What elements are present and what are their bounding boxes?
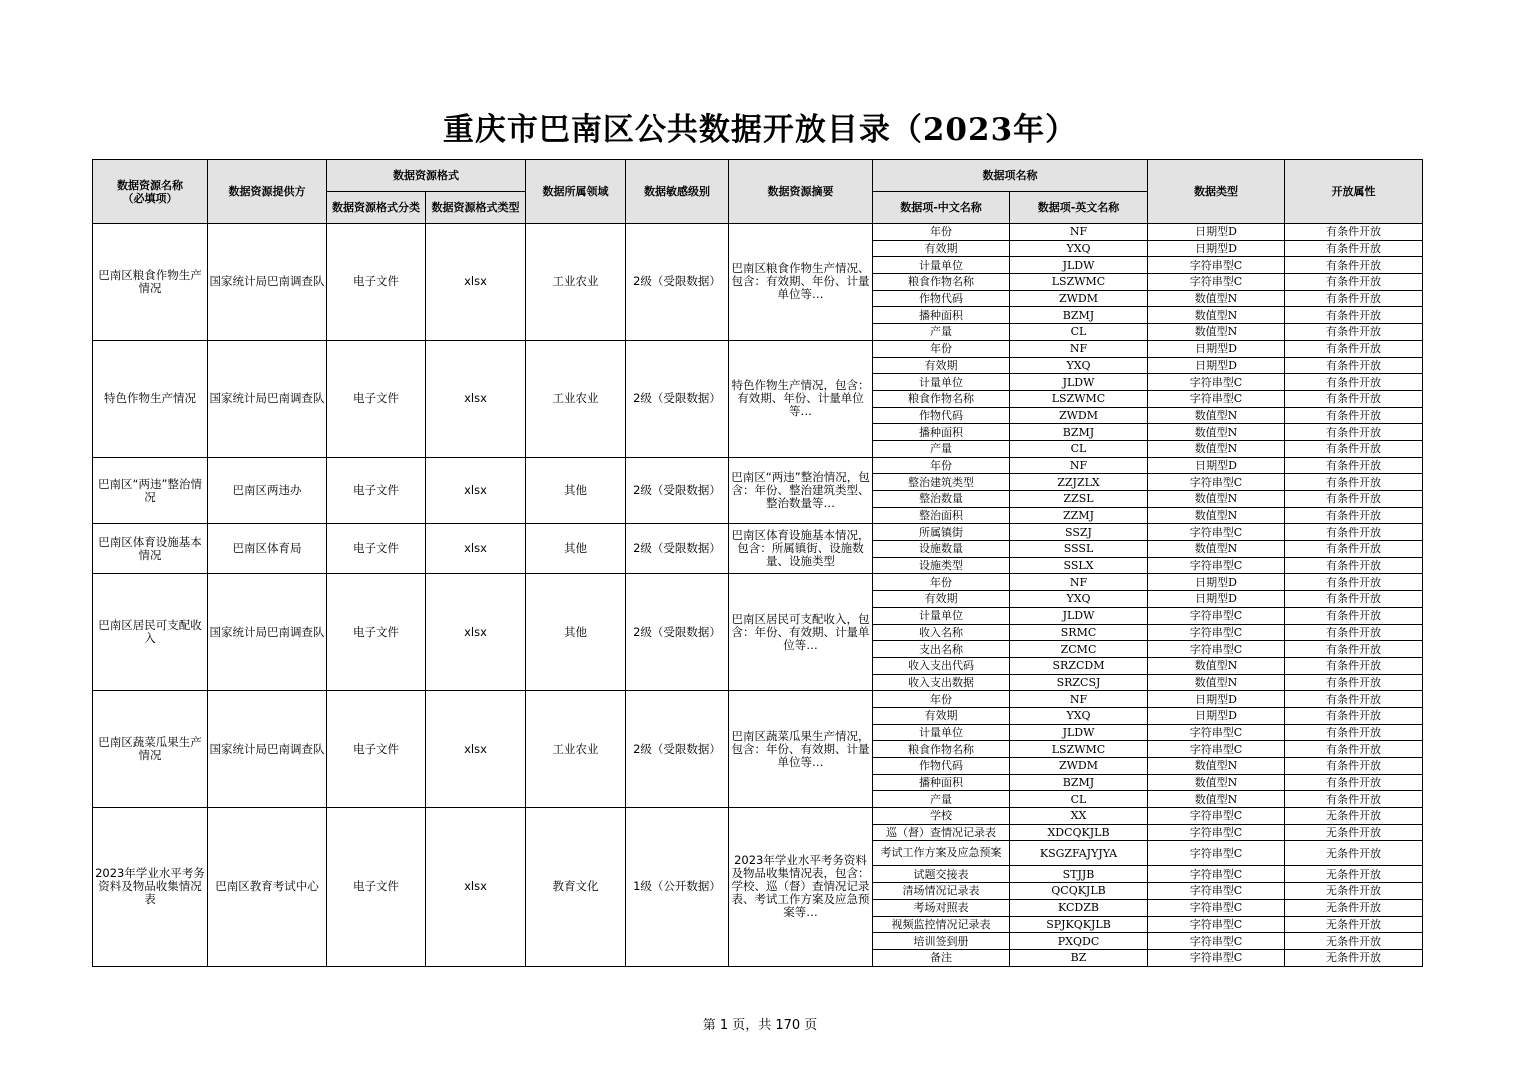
format-class: 电子文件: [327, 457, 426, 524]
item-data-type: 数值型N: [1148, 791, 1285, 808]
item-cn-name: 巡（督）查情况记录表: [873, 824, 1010, 841]
item-cn-name: 整治数量: [873, 491, 1010, 508]
resource-provider: 国家统计局巴南调查队: [208, 691, 327, 808]
item-data-type: 字符串型C: [1148, 841, 1285, 866]
item-cn-name: 收入名称: [873, 624, 1010, 641]
format-class: 电子文件: [327, 691, 426, 808]
header-open-attr: 开放属性: [1285, 160, 1423, 224]
item-cn-name: 粮食作物名称: [873, 274, 1010, 291]
item-data-type: 字符串型C: [1148, 899, 1285, 916]
page-footer: 第 1 页，共 170 页: [702, 1018, 818, 1033]
format-type: xlsx: [426, 224, 526, 341]
header-items-group: 数据项名称: [873, 160, 1148, 192]
item-en-name: NF: [1010, 574, 1148, 591]
item-open-attr: 无条件开放: [1285, 949, 1423, 966]
resource-provider: 巴南区体育局: [208, 524, 327, 574]
item-en-name: ZZMJ: [1010, 507, 1148, 524]
item-cn-name: 计量单位: [873, 607, 1010, 624]
item-en-name: JLDW: [1010, 257, 1148, 274]
resource-summary: 巴南区体育设施基本情况，包含：所属镇街、设施数量、设施类型: [729, 524, 873, 574]
resource-name: 巴南区居民可支配收入: [93, 574, 208, 691]
item-data-type: 数值型N: [1148, 290, 1285, 307]
item-open-attr: 有条件开放: [1285, 641, 1423, 658]
resource-domain: 工业农业: [526, 691, 626, 808]
format-type: xlsx: [426, 808, 526, 967]
resource-domain: 教育文化: [526, 808, 626, 967]
item-data-type: 日期型D: [1148, 707, 1285, 724]
table-row: [93, 457, 1423, 474]
resource-name: 巴南区蔬菜瓜果生产情况: [93, 691, 208, 808]
item-data-type: 字符串型C: [1148, 607, 1285, 624]
resource-summary: 巴南区蔬菜瓜果生产情况，包含：年份、有效期、计量单位等…: [729, 691, 873, 808]
resource-domain: 其他: [526, 574, 626, 691]
item-cn-name: 所属镇街: [873, 524, 1010, 541]
item-cn-name: 收入支出代码: [873, 657, 1010, 674]
item-data-type: 数值型N: [1148, 657, 1285, 674]
item-open-attr: 有条件开放: [1285, 707, 1423, 724]
resource-summary: 巴南区“两违”整治情况，包含：年份、整治建筑类型、整治数量等…: [729, 457, 873, 524]
item-open-attr: 有条件开放: [1285, 491, 1423, 508]
header-item-en: 数据项-英文名称: [1010, 192, 1148, 224]
item-data-type: 字符串型C: [1148, 524, 1285, 541]
table-row: [93, 224, 1423, 241]
resource-domain: 工业农业: [526, 340, 626, 457]
item-data-type: 字符串型C: [1148, 824, 1285, 841]
sensitivity-level: 2级（受限数据）: [626, 224, 729, 341]
table-row: [93, 524, 1423, 541]
item-open-attr: 有条件开放: [1285, 774, 1423, 791]
item-open-attr: 有条件开放: [1285, 741, 1423, 758]
item-en-name: NF: [1010, 340, 1148, 357]
item-en-name: LSZWMC: [1010, 274, 1148, 291]
resource-name: 2023年学业水平考务资料及物品收集情况表: [93, 808, 208, 967]
format-class: 电子文件: [327, 340, 426, 457]
item-data-type: 数值型N: [1148, 491, 1285, 508]
item-data-type: 字符串型C: [1148, 933, 1285, 950]
resource-name: 特色作物生产情况: [93, 340, 208, 457]
item-en-name: NF: [1010, 691, 1148, 708]
header-format-group: 数据资源格式: [327, 160, 526, 192]
item-en-name: ZWDM: [1010, 407, 1148, 424]
item-cn-name: 播种面积: [873, 424, 1010, 441]
item-data-type: 数值型N: [1148, 674, 1285, 691]
sensitivity-level: 2级（受限数据）: [626, 691, 729, 808]
item-cn-name: 产量: [873, 324, 1010, 341]
item-en-name: LSZWMC: [1010, 741, 1148, 758]
item-open-attr: 有条件开放: [1285, 324, 1423, 341]
item-data-type: 数值型N: [1148, 307, 1285, 324]
item-data-type: 字符串型C: [1148, 274, 1285, 291]
item-en-name: BZMJ: [1010, 307, 1148, 324]
item-open-attr: 有条件开放: [1285, 340, 1423, 357]
item-en-name: BZ: [1010, 949, 1148, 966]
header-sensitivity: 数据敏感级别: [626, 160, 729, 224]
item-en-name: YXQ: [1010, 357, 1148, 374]
item-open-attr: 有条件开放: [1285, 240, 1423, 257]
sensitivity-level: 2级（受限数据）: [626, 457, 729, 524]
format-type: xlsx: [426, 340, 526, 457]
format-class: 电子文件: [327, 224, 426, 341]
header-domain: 数据所属领域: [526, 160, 626, 224]
item-en-name: SPJKQKJLB: [1010, 916, 1148, 933]
header-summary: 数据资源摘要: [729, 160, 873, 224]
header-format-type: 数据资源格式类型: [426, 192, 526, 224]
item-open-attr: 有条件开放: [1285, 607, 1423, 624]
item-open-attr: 有条件开放: [1285, 541, 1423, 558]
item-cn-name: 有效期: [873, 240, 1010, 257]
resource-summary: 特色作物生产情况，包含：有效期、年份、计量单位等…: [729, 340, 873, 457]
format-type: xlsx: [426, 574, 526, 691]
resource-name: 巴南区体育设施基本情况: [93, 524, 208, 574]
item-open-attr: 有条件开放: [1285, 507, 1423, 524]
item-data-type: 字符串型C: [1148, 257, 1285, 274]
item-cn-name: 整治面积: [873, 507, 1010, 524]
item-cn-name: 培训签到册: [873, 933, 1010, 950]
item-en-name: CL: [1010, 791, 1148, 808]
header-item-cn: 数据项-中文名称: [873, 192, 1010, 224]
item-en-name: ZWDM: [1010, 290, 1148, 307]
item-cn-name: 年份: [873, 457, 1010, 474]
item-en-name: KSGZFAJYJYA: [1010, 841, 1148, 866]
item-en-name: CL: [1010, 440, 1148, 457]
header-format-class: 数据资源格式分类: [327, 192, 426, 224]
catalog-table: [92, 159, 1423, 967]
item-cn-name: 年份: [873, 691, 1010, 708]
item-open-attr: 有条件开放: [1285, 424, 1423, 441]
item-cn-name: 作物代码: [873, 407, 1010, 424]
item-open-attr: 有条件开放: [1285, 257, 1423, 274]
item-open-attr: 有条件开放: [1285, 290, 1423, 307]
resource-provider: 国家统计局巴南调查队: [208, 574, 327, 691]
item-open-attr: 无条件开放: [1285, 933, 1423, 950]
sensitivity-level: 2级（受限数据）: [626, 524, 729, 574]
item-en-name: SRZCDM: [1010, 657, 1148, 674]
header-resource-name: 数据资源名称 （必填项）: [93, 160, 208, 224]
resource-domain: 其他: [526, 457, 626, 524]
sensitivity-level: 2级（受限数据）: [626, 574, 729, 691]
item-data-type: 数值型N: [1148, 774, 1285, 791]
header-data-type: 数据类型: [1148, 160, 1285, 224]
item-data-type: 字符串型C: [1148, 808, 1285, 825]
item-open-attr: 无条件开放: [1285, 899, 1423, 916]
item-cn-name: 视频监控情况记录表: [873, 916, 1010, 933]
format-type: xlsx: [426, 691, 526, 808]
item-open-attr: 有条件开放: [1285, 557, 1423, 574]
item-data-type: 日期型D: [1148, 591, 1285, 608]
resource-domain: 其他: [526, 524, 626, 574]
format-type: xlsx: [426, 524, 526, 574]
item-cn-name: 粮食作物名称: [873, 741, 1010, 758]
item-en-name: YXQ: [1010, 591, 1148, 608]
format-class: 电子文件: [327, 524, 426, 574]
item-data-type: 字符串型C: [1148, 741, 1285, 758]
item-en-name: NF: [1010, 224, 1148, 241]
item-open-attr: 有条件开放: [1285, 524, 1423, 541]
item-data-type: 字符串型C: [1148, 624, 1285, 641]
item-open-attr: 有条件开放: [1285, 574, 1423, 591]
item-en-name: SSSL: [1010, 541, 1148, 558]
item-open-attr: 无条件开放: [1285, 808, 1423, 825]
item-cn-name: 学校: [873, 808, 1010, 825]
item-cn-name: 考试工作方案及应急预案: [873, 841, 1010, 866]
item-en-name: JLDW: [1010, 607, 1148, 624]
item-en-name: JLDW: [1010, 724, 1148, 741]
table-row: [93, 691, 1423, 708]
item-data-type: 字符串型C: [1148, 641, 1285, 658]
item-en-name: NF: [1010, 457, 1148, 474]
item-data-type: 日期型D: [1148, 340, 1285, 357]
item-en-name: STJJB: [1010, 866, 1148, 883]
item-open-attr: 无条件开放: [1285, 883, 1423, 900]
item-cn-name: 设施类型: [873, 557, 1010, 574]
item-cn-name: 年份: [873, 224, 1010, 241]
item-cn-name: 备注: [873, 949, 1010, 966]
item-data-type: 数值型N: [1148, 440, 1285, 457]
catalog-body: [93, 224, 1423, 967]
item-data-type: 数值型N: [1148, 424, 1285, 441]
item-en-name: LSZWMC: [1010, 390, 1148, 407]
item-open-attr: 有条件开放: [1285, 390, 1423, 407]
item-data-type: 字符串型C: [1148, 557, 1285, 574]
item-data-type: 日期型D: [1148, 691, 1285, 708]
item-en-name: JLDW: [1010, 374, 1148, 391]
item-open-attr: 有条件开放: [1285, 274, 1423, 291]
item-open-attr: 无条件开放: [1285, 866, 1423, 883]
item-en-name: SSLX: [1010, 557, 1148, 574]
item-data-type: 字符串型C: [1148, 916, 1285, 933]
item-open-attr: 有条件开放: [1285, 374, 1423, 391]
item-data-type: 日期型D: [1148, 357, 1285, 374]
item-open-attr: 有条件开放: [1285, 691, 1423, 708]
item-cn-name: 年份: [873, 340, 1010, 357]
item-en-name: SRMC: [1010, 624, 1148, 641]
item-cn-name: 计量单位: [873, 257, 1010, 274]
sensitivity-level: 2级（受限数据）: [626, 340, 729, 457]
item-cn-name: 收入支出数据: [873, 674, 1010, 691]
item-open-attr: 有条件开放: [1285, 307, 1423, 324]
item-open-attr: 无条件开放: [1285, 841, 1423, 866]
item-open-attr: 有条件开放: [1285, 440, 1423, 457]
format-type: xlsx: [426, 457, 526, 524]
item-en-name: ZWDM: [1010, 758, 1148, 775]
item-data-type: 字符串型C: [1148, 883, 1285, 900]
item-en-name: PXQDC: [1010, 933, 1148, 950]
item-cn-name: 有效期: [873, 357, 1010, 374]
item-open-attr: 有条件开放: [1285, 758, 1423, 775]
item-open-attr: 有条件开放: [1285, 657, 1423, 674]
item-cn-name: 支出名称: [873, 641, 1010, 658]
item-data-type: 数值型N: [1148, 407, 1285, 424]
table-row: [93, 808, 1423, 825]
item-open-attr: 有条件开放: [1285, 407, 1423, 424]
item-data-type: 日期型D: [1148, 240, 1285, 257]
item-data-type: 字符串型C: [1148, 374, 1285, 391]
resource-name: 巴南区“两违”整治情况: [93, 457, 208, 524]
item-data-type: 字符串型C: [1148, 866, 1285, 883]
resource-summary: 2023年学业水平考务资料及物品收集情况表，包含：学校、巡（督）查情况记录表、考试工作方案及应急预案等…: [729, 808, 873, 967]
item-en-name: SRZCSJ: [1010, 674, 1148, 691]
item-en-name: QCQKJLB: [1010, 883, 1148, 900]
resource-summary: 巴南区居民可支配收入，包含：年份、有效期、计量单位等…: [729, 574, 873, 691]
item-open-attr: 有条件开放: [1285, 674, 1423, 691]
item-en-name: BZMJ: [1010, 424, 1148, 441]
item-data-type: 数值型N: [1148, 324, 1285, 341]
item-en-name: YXQ: [1010, 707, 1148, 724]
item-open-attr: 有条件开放: [1285, 224, 1423, 241]
resource-name: 巴南区粮食作物生产情况: [93, 224, 208, 341]
item-en-name: XDCQKJLB: [1010, 824, 1148, 841]
item-cn-name: 粮食作物名称: [873, 390, 1010, 407]
item-cn-name: 产量: [873, 791, 1010, 808]
item-cn-name: 计量单位: [873, 374, 1010, 391]
item-cn-name: 设施数量: [873, 541, 1010, 558]
item-data-type: 数值型N: [1148, 541, 1285, 558]
item-cn-name: 试题交接表: [873, 866, 1010, 883]
format-class: 电子文件: [327, 808, 426, 967]
item-open-attr: 无条件开放: [1285, 916, 1423, 933]
item-data-type: 字符串型C: [1148, 949, 1285, 966]
item-data-type: 数值型N: [1148, 507, 1285, 524]
item-data-type: 日期型D: [1148, 574, 1285, 591]
item-open-attr: 有条件开放: [1285, 624, 1423, 641]
item-cn-name: 作物代码: [873, 758, 1010, 775]
item-en-name: XX: [1010, 808, 1148, 825]
format-class: 电子文件: [327, 574, 426, 691]
resource-provider: 国家统计局巴南调查队: [208, 340, 327, 457]
item-open-attr: 有条件开放: [1285, 474, 1423, 491]
item-cn-name: 有效期: [873, 591, 1010, 608]
item-open-attr: 有条件开放: [1285, 591, 1423, 608]
item-cn-name: 播种面积: [873, 307, 1010, 324]
item-en-name: YXQ: [1010, 240, 1148, 257]
item-data-type: 字符串型C: [1148, 474, 1285, 491]
item-data-type: 日期型D: [1148, 457, 1285, 474]
item-data-type: 日期型D: [1148, 224, 1285, 241]
item-data-type: 数值型N: [1148, 758, 1285, 775]
resource-provider: 国家统计局巴南调查队: [208, 224, 327, 341]
item-open-attr: 有条件开放: [1285, 357, 1423, 374]
item-cn-name: 整治建筑类型: [873, 474, 1010, 491]
item-cn-name: 计量单位: [873, 724, 1010, 741]
item-cn-name: 产量: [873, 440, 1010, 457]
item-cn-name: 考场对照表: [873, 899, 1010, 916]
resource-provider: 巴南区教育考试中心: [208, 808, 327, 967]
resource-summary: 巴南区粮食作物生产情况、包含：有效期、年份、计量单位等…: [729, 224, 873, 341]
item-open-attr: 有条件开放: [1285, 457, 1423, 474]
item-en-name: CL: [1010, 324, 1148, 341]
sensitivity-level: 1级（公开数据）: [626, 808, 729, 967]
item-cn-name: 清场情况记录表: [873, 883, 1010, 900]
resource-provider: 巴南区两违办: [208, 457, 327, 524]
page-title: 重庆市巴南区公共数据开放目录（2023年）: [442, 112, 1078, 148]
item-en-name: KCDZB: [1010, 899, 1148, 916]
item-open-attr: 有条件开放: [1285, 724, 1423, 741]
item-en-name: ZZJZLX: [1010, 474, 1148, 491]
item-cn-name: 有效期: [873, 707, 1010, 724]
item-en-name: SSZJ: [1010, 524, 1148, 541]
table-row: [93, 340, 1423, 357]
item-cn-name: 播种面积: [873, 774, 1010, 791]
item-en-name: ZZSL: [1010, 491, 1148, 508]
item-en-name: BZMJ: [1010, 774, 1148, 791]
item-en-name: ZCMC: [1010, 641, 1148, 658]
item-data-type: 字符串型C: [1148, 390, 1285, 407]
item-open-attr: 无条件开放: [1285, 824, 1423, 841]
table-row: [93, 574, 1423, 591]
resource-domain: 工业农业: [526, 224, 626, 341]
header-provider: 数据资源提供方: [208, 160, 327, 224]
item-open-attr: 有条件开放: [1285, 791, 1423, 808]
item-data-type: 字符串型C: [1148, 724, 1285, 741]
item-cn-name: 作物代码: [873, 290, 1010, 307]
item-cn-name: 年份: [873, 574, 1010, 591]
